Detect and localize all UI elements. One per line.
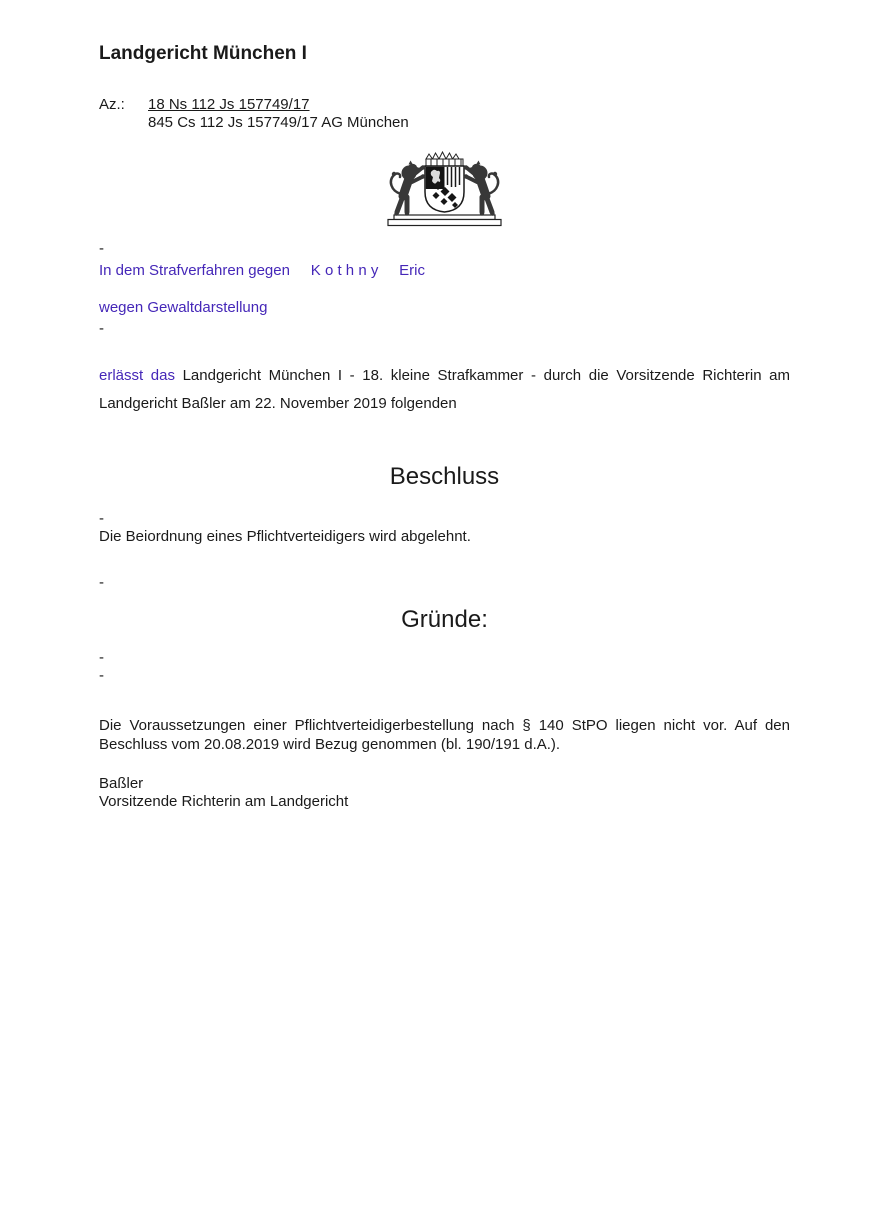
lion-left — [391, 161, 425, 216]
issuance-paragraph — [99, 362, 790, 418]
coat-of-arms-graphic — [381, 150, 508, 228]
case-ref-label: Az.: — [99, 96, 125, 113]
redaction-dash: - — [99, 510, 104, 527]
signature-block — [99, 775, 790, 811]
lion-right — [464, 161, 498, 216]
court-name-title: Landgericht München I — [99, 43, 307, 64]
redaction-dash: - — [99, 667, 104, 684]
signer-name: Baßler — [99, 775, 144, 792]
case-reference-block — [99, 96, 790, 132]
issuance-body: Landgericht München I - 18. kleine Strafkammer - durch die Vorsitzende Richterin am Landgericht Baßler am 22. November 2019 folgenden — [99, 367, 790, 412]
signer-role: Vorsitzende Richterin am Landgericht — [99, 793, 349, 810]
case-ref-values — [148, 96, 409, 132]
redaction-dash: - — [99, 649, 104, 666]
redaction-dash: - — [99, 240, 104, 257]
charge-line: wegen Gewaltdarstellung — [99, 299, 268, 316]
proceedings-line: In dem Strafverfahren gegen K o t h n y Eric — [99, 262, 425, 279]
reasons-text: Die Voraussetzungen einer Pflichtverteidigerbestellung nach § 140 StPO liegen nicht vor. Auf den Beschluss vom 20.08.2019 wird Bezug genommen (bl. 190/191 d.A.). — [99, 717, 790, 753]
redaction-dash: - — [99, 320, 104, 337]
bavarian-coat-of-arms — [99, 150, 790, 228]
original-case-number: 845 Cs 112 Js 157749/17 AG München — [148, 114, 409, 131]
decision-heading: Beschluss — [389, 463, 500, 490]
decision-text: Die Beiordnung eines Pflichtverteidigers wird abgelehnt. — [99, 528, 471, 545]
issuance-lead-in: erlässt das — [99, 367, 175, 384]
reasons-heading: Gründe: — [401, 606, 488, 633]
appeal-case-number: 18 Ns 112 Js 157749/17 — [148, 96, 310, 113]
redaction-dash: - — [99, 574, 104, 591]
